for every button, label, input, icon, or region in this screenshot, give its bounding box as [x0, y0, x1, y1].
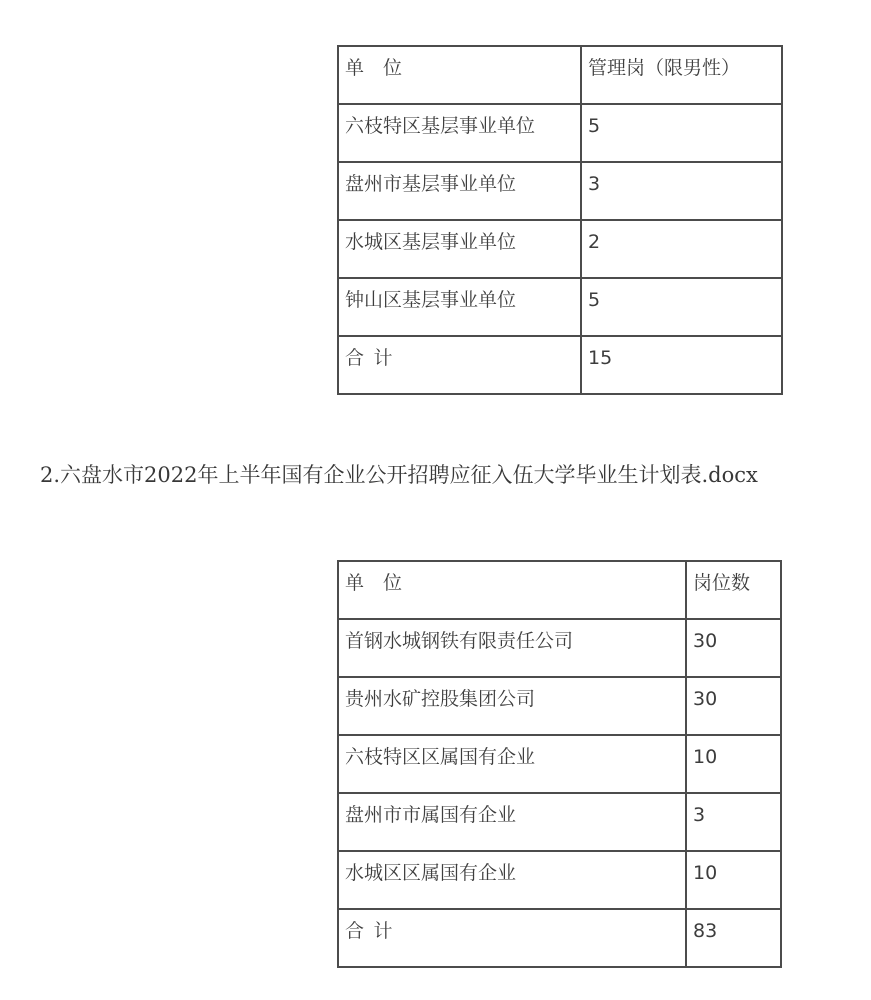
- table-row: [338, 677, 781, 735]
- table-row: [338, 162, 782, 220]
- table-header-row: [338, 46, 782, 104]
- value-cell: 2: [581, 220, 782, 278]
- value-cell: 10: [686, 851, 781, 909]
- value-cell: 5: [581, 104, 782, 162]
- column-header-unit: 单 位: [338, 46, 581, 104]
- table-row: [338, 851, 781, 909]
- table-state-owned-enterprise-positions: [337, 560, 782, 968]
- unit-cell: 水城区基层事业单位: [338, 220, 581, 278]
- unit-cell: 首钢水城钢铁有限责任公司: [338, 619, 686, 677]
- value-cell: 30: [686, 619, 781, 677]
- table-row: [338, 735, 781, 793]
- attachment-filename-text: 2.六盘水市2022年上半年国有企业公开招聘应征入伍大学毕业生计划表.docx: [40, 463, 758, 487]
- value-cell: 3: [686, 793, 781, 851]
- unit-cell: 贵州水矿控股集团公司: [338, 677, 686, 735]
- unit-cell: 水城区区属国有企业: [338, 851, 686, 909]
- table-row: [338, 793, 781, 851]
- unit-cell: 钟山区基层事业单位: [338, 278, 581, 336]
- column-header-management-posts: 管理岗（限男性）: [581, 46, 782, 104]
- unit-cell: 六枝特区基层事业单位: [338, 104, 581, 162]
- value-cell: 5: [581, 278, 782, 336]
- unit-cell: 六枝特区区属国有企业: [338, 735, 686, 793]
- column-header-position-count: 岗位数: [686, 561, 781, 619]
- value-cell: 3: [581, 162, 782, 220]
- table-header-row: [338, 561, 781, 619]
- table-total-row: [338, 909, 781, 967]
- value-cell: 30: [686, 677, 781, 735]
- table-total-row: [338, 336, 782, 394]
- total-value-cell: 15: [581, 336, 782, 394]
- total-label-cell: 合 计: [338, 336, 581, 394]
- table-row: [338, 104, 782, 162]
- table-row: [338, 278, 782, 336]
- total-label-cell: 合 计: [338, 909, 686, 967]
- value-cell: 10: [686, 735, 781, 793]
- table-public-institution-management-posts: [337, 45, 783, 395]
- table-row: [338, 619, 781, 677]
- table-row: [338, 220, 782, 278]
- column-header-unit: 单 位: [338, 561, 686, 619]
- unit-cell: 盘州市基层事业单位: [338, 162, 581, 220]
- total-value-cell: 83: [686, 909, 781, 967]
- unit-cell: 盘州市市属国有企业: [338, 793, 686, 851]
